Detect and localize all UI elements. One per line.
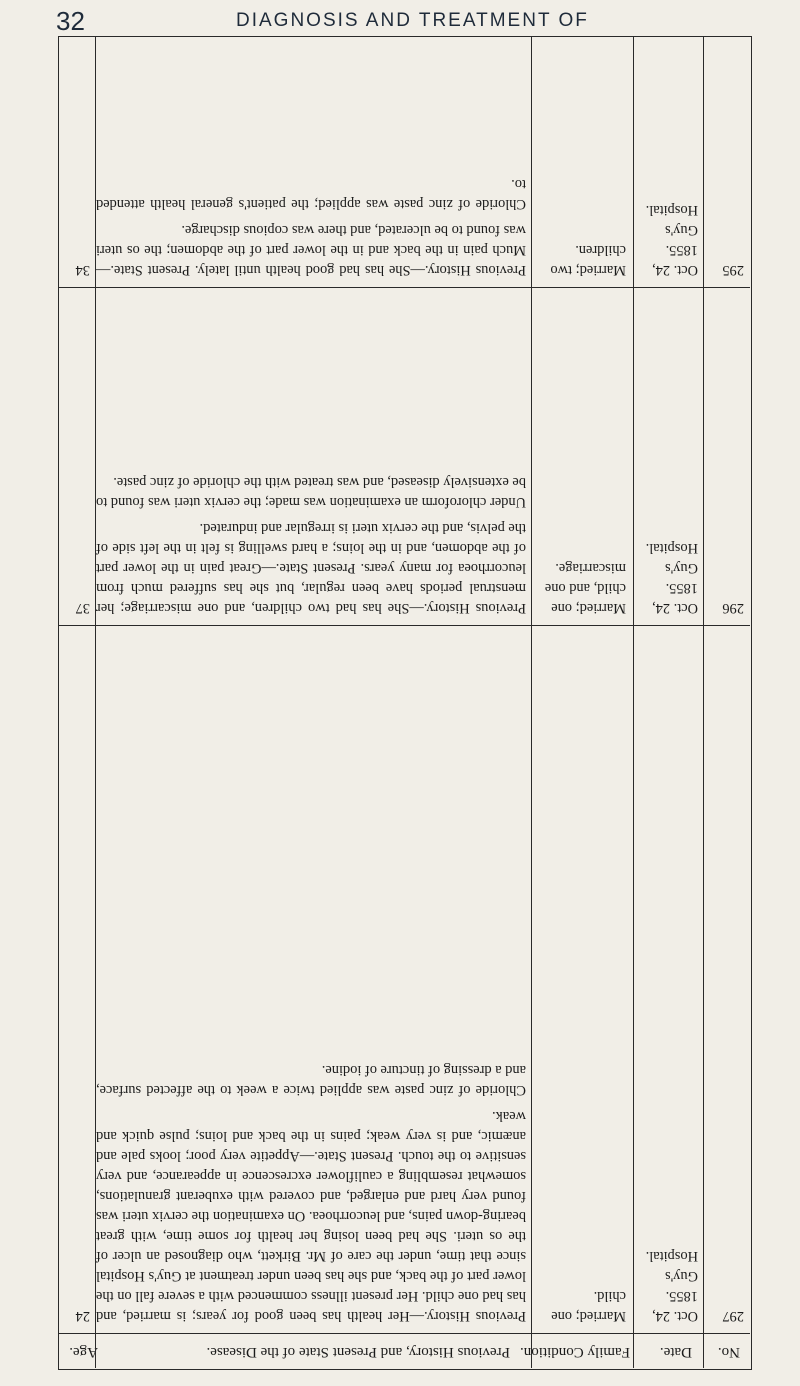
case-number: 296 — [722, 600, 744, 616]
header-history: Previous History, and Present State of the Disease. — [206, 1344, 510, 1360]
running-title: DIAGNOSIS AND TREATMENT OF — [236, 10, 589, 31]
history-text: Previous History.—She has had good health until lately. Present State.—Much pain in the back and in the lower part of the abdomen; the os uteri was found to be ulcerated, and there was copious discharge. — [96, 222, 526, 278]
date-value: Oct. 24, 1855. — [652, 1288, 698, 1324]
case-date — [634, 538, 698, 618]
history-text: Previous History.—She has had two children, and one miscarriage; her menstrual periods have been regular, but she has suffered much from leucorrhoea for many years. Present State.—Great pain in the lower part of the abdomen, and in the loins; a hard swelling is felt in the left side of the pelvis, and the cervix uteri is irregular and indurated. — [96, 520, 526, 616]
table-row — [59, 288, 750, 618]
case-history — [96, 472, 526, 618]
case-table — [58, 36, 752, 1370]
table-row — [59, 40, 750, 280]
case-history — [96, 1060, 526, 1326]
family-condition: Married; one child. — [551, 1288, 626, 1324]
case-table-rotated-content — [59, 37, 750, 1368]
date-value: Oct. 24, 1855. — [652, 580, 698, 616]
header-family: Family Condition. — [519, 1344, 630, 1360]
treatment-text: Chloride of zinc paste was applied; the patient's general health attended to. — [96, 176, 526, 212]
treatment-text: Under chloroform an examination was made; the cervix uteri was found to be extensively diseased, and was treated with the chloride of zinc paste. — [96, 474, 526, 510]
table-row — [59, 626, 750, 1326]
family-condition: Married; two children. — [550, 242, 626, 278]
date-value: Oct. 24, 1855. — [652, 242, 698, 278]
case-date — [634, 1246, 698, 1326]
place-value: Guy's Hospital. — [645, 540, 698, 576]
place-value: Guy's Hospital. — [645, 1248, 698, 1284]
header-date: Date. — [659, 1344, 692, 1360]
history-text: Previous History.—Her health has been good for years; is married, and has had one child. Her present illness commenced with a severe fall on the lower part of the back, and she has been under treatment at Guy's Hospital since that time, under the care of Mr. Birkett, who diagnosed an ulcer of the os uteri. She had been losing her health for some time, with great bearing-down pains, and leucorrhoea. On examination the cervix uteri was found very hard and enlarged, and covered with exuberant granulations, somewhat resembling a cauliflower excrescence in appearance, and very sensitive to the touch. Present State.—Appetite very poor; looks pale and anæmic, and is very weak; pains in the back and loins; pulse quick and weak. — [96, 1108, 526, 1324]
case-history — [96, 174, 526, 280]
column-headers — [59, 1333, 750, 1368]
page-number: 32 — [56, 6, 85, 36]
family-condition: Married; one child, and one miscarriage. — [544, 560, 626, 616]
place-value: Guy's Hospital. — [645, 202, 698, 238]
case-number: 297 — [722, 1308, 744, 1324]
case-age: 34 — [75, 262, 90, 278]
case-date — [634, 200, 698, 280]
row-divider — [59, 625, 750, 626]
treatment-text: Chloride of zinc paste was applied twice a week to the affected surface, and a dressing of tincture of iodine. — [96, 1062, 526, 1098]
header-age: Age. — [69, 1344, 98, 1360]
header-no: No. — [717, 1344, 740, 1360]
row-divider — [59, 287, 750, 288]
case-number: 295 — [722, 262, 744, 278]
case-age: 24 — [75, 1308, 90, 1324]
case-age: 37 — [75, 600, 90, 616]
